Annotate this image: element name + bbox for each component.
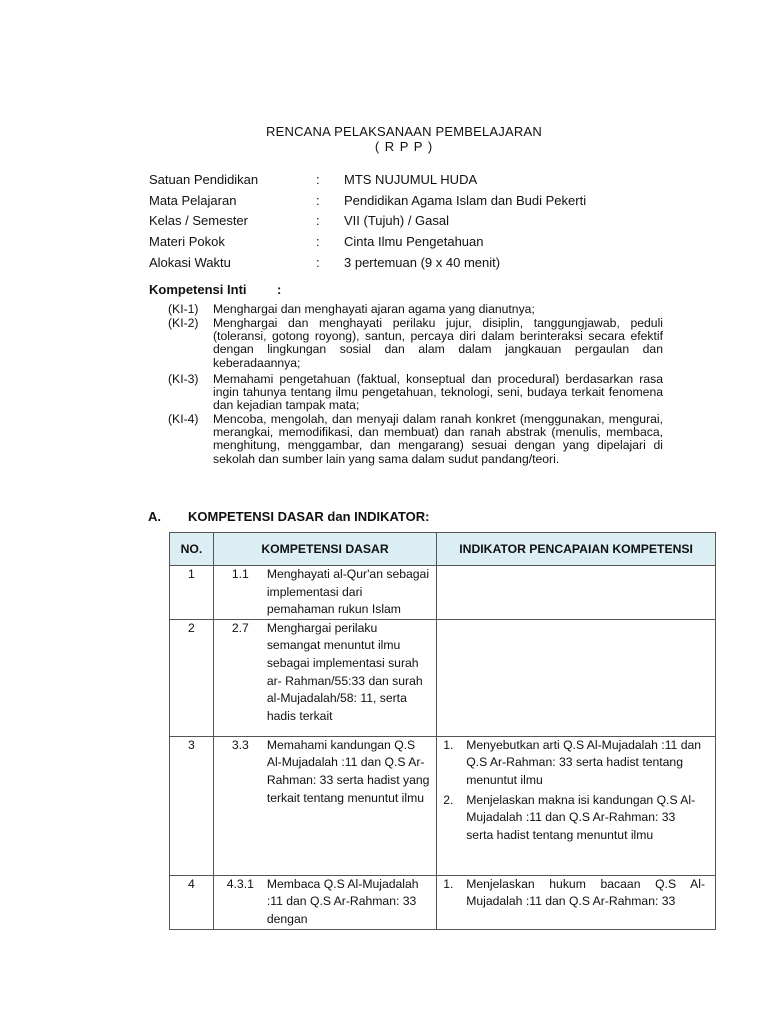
row-no: 1 (170, 566, 214, 620)
identity-value: VII (Tujuh) / Gasal (344, 213, 449, 228)
table-row (170, 736, 716, 875)
ki-heading: Kompetensi Inti (149, 282, 247, 297)
indicator-text: Menyebutkan arti Q.S Al-Mujadalah :11 dan Q.S Ar-Rahman: 33 serta hadist tentang menuntut ilmu (466, 737, 702, 787)
table-row (170, 875, 716, 929)
ki-text: Memahami pengetahuan (faktual, konseptual dan procedural) berdasarkan rasa ingin tahunya tentang ilmu pengetahuan, teknologi, seni, budaya terkait fenomena dan kejadian tampak mata; (213, 372, 663, 413)
indicator-item (437, 792, 715, 845)
ki-heading-colon: : (277, 282, 282, 297)
identity-colon: : (316, 172, 320, 187)
identity-label: Mata Pelajaran (149, 193, 237, 208)
ki-text: Mencoba, mengolah, dan menyaji dalam ranah konkret (menggunakan, mengurai, merangkai, memodifikasi, dan membuat) dan ranah abstrak (menulis, membaca, menghitung, menggambar, dan mengarang) sesuai dengan yang dipelajari di sekolah dan sumber lain yang sama dalam sudut pandang/teori. (213, 412, 663, 466)
identity-colon: : (316, 213, 320, 228)
ki-code: (KI-2) (168, 316, 199, 330)
kd-code: 2.7 (231, 620, 249, 635)
header-kd: KOMPETENSI DASAR (213, 533, 436, 566)
ki-code: (KI-1) (168, 302, 199, 316)
indicator-num: 1. (443, 737, 454, 752)
section-title: KOMPETENSI DASAR dan INDIKATOR: (188, 509, 430, 524)
ki-code: (KI-4) (168, 412, 199, 426)
identity-colon: : (316, 234, 320, 249)
header-no: NO. (170, 533, 214, 566)
identity-value: Cinta Ilmu Pengetahuan (344, 234, 484, 249)
identity-value: MTS NUJUMUL HUDA (344, 172, 478, 187)
table-row (170, 619, 716, 736)
indicator-item (437, 737, 715, 790)
row-kd (213, 875, 436, 929)
identity-value: 3 pertemuan (9 x 40 menit) (344, 255, 501, 270)
ki-text: Menghargai dan menghayati perilaku jujur, disiplin, tanggungjawab, peduli (toleransi, gotong royong), santun, percaya diri dalam berinteraksi secara efektif dengan lingkungan sosial dan alam dalam jangkauan pergaulan dan keberadaannya; (213, 316, 663, 370)
row-indicator (437, 566, 716, 620)
indicator-list (437, 737, 715, 845)
identity-colon: : (316, 193, 320, 208)
ki-item-4 (168, 413, 663, 466)
row-indicator (437, 619, 716, 736)
table-header-row (170, 533, 716, 566)
row-kd (213, 566, 436, 620)
ki-item-1 (168, 303, 663, 316)
ki-code: (KI-3) (168, 372, 199, 386)
kd-table (169, 532, 716, 930)
header-indicator: INDIKATOR PENCAPAIAN KOMPETENSI (437, 533, 716, 566)
indicator-text: Menjelaskan hukum bacaan Q.S Al-Mujadalah :11 dan Q.S Ar-Rahman: 33 (466, 876, 705, 909)
row-no: 3 (170, 736, 214, 875)
kd-text: Menghargai perilaku semangat menuntut ilmu sebagai implementasi surah ar- Rahman/55:33 dan surah al-Mujadalah/58: 11, serta hadis terkait (266, 620, 423, 723)
indicator-text: Menjelaskan makna isi kandungan Q.S Al-Mujadalah :11 dan Q.S Ar-Rahman: 33 serta hadist tentang menuntut ilmu (466, 792, 696, 842)
indicator-num: 1. (443, 876, 454, 891)
indicator-list (437, 876, 715, 911)
identity-label: Alokasi Waktu (149, 255, 231, 270)
ki-item-3 (168, 373, 663, 413)
kd-code: 1.1 (231, 567, 249, 581)
identity-value: Pendidikan Agama Islam dan Budi Pekerti (344, 193, 587, 208)
identity-label: Materi Pokok (149, 234, 225, 249)
identity-label: Satuan Pendidikan (149, 172, 259, 187)
row-kd (213, 619, 436, 736)
row-no: 2 (170, 619, 214, 736)
indicator-item (437, 876, 715, 911)
ki-item-2 (168, 317, 663, 370)
ki-text: Menghargai dan menghayati ajaran agama yang dianutnya; (213, 302, 535, 316)
document-title: RENCANA PELAKSANAAN PEMBELAJARAN (266, 124, 542, 139)
table-row (170, 566, 716, 620)
section-letter: A. (148, 509, 161, 524)
identity-colon: : (316, 255, 320, 270)
kd-code: 4.3.1 (226, 876, 254, 891)
kd-text: Menghayati al-Qur'an sebagai implementasi dari pemahaman rukun Islam (266, 567, 430, 617)
indicator-num: 2. (443, 792, 454, 807)
identity-label: Kelas / Semester (149, 213, 248, 228)
row-no: 4 (170, 875, 214, 929)
document-subtitle: ( R P P ) (374, 139, 434, 154)
row-kd (213, 736, 436, 875)
row-indicator (437, 736, 716, 875)
row-indicator (437, 875, 716, 929)
kd-text: Memahami kandungan Q.S Al-Mujadalah :11 dan Q.S Ar-Rahman: 33 serta hadist yang terkait tentang menuntut ilmu (266, 737, 430, 805)
kd-text: Membaca Q.S Al-Mujadalah :11 dan Q.S Ar-Rahman: 33 dengan (266, 876, 419, 926)
kd-code: 3.3 (231, 737, 249, 752)
